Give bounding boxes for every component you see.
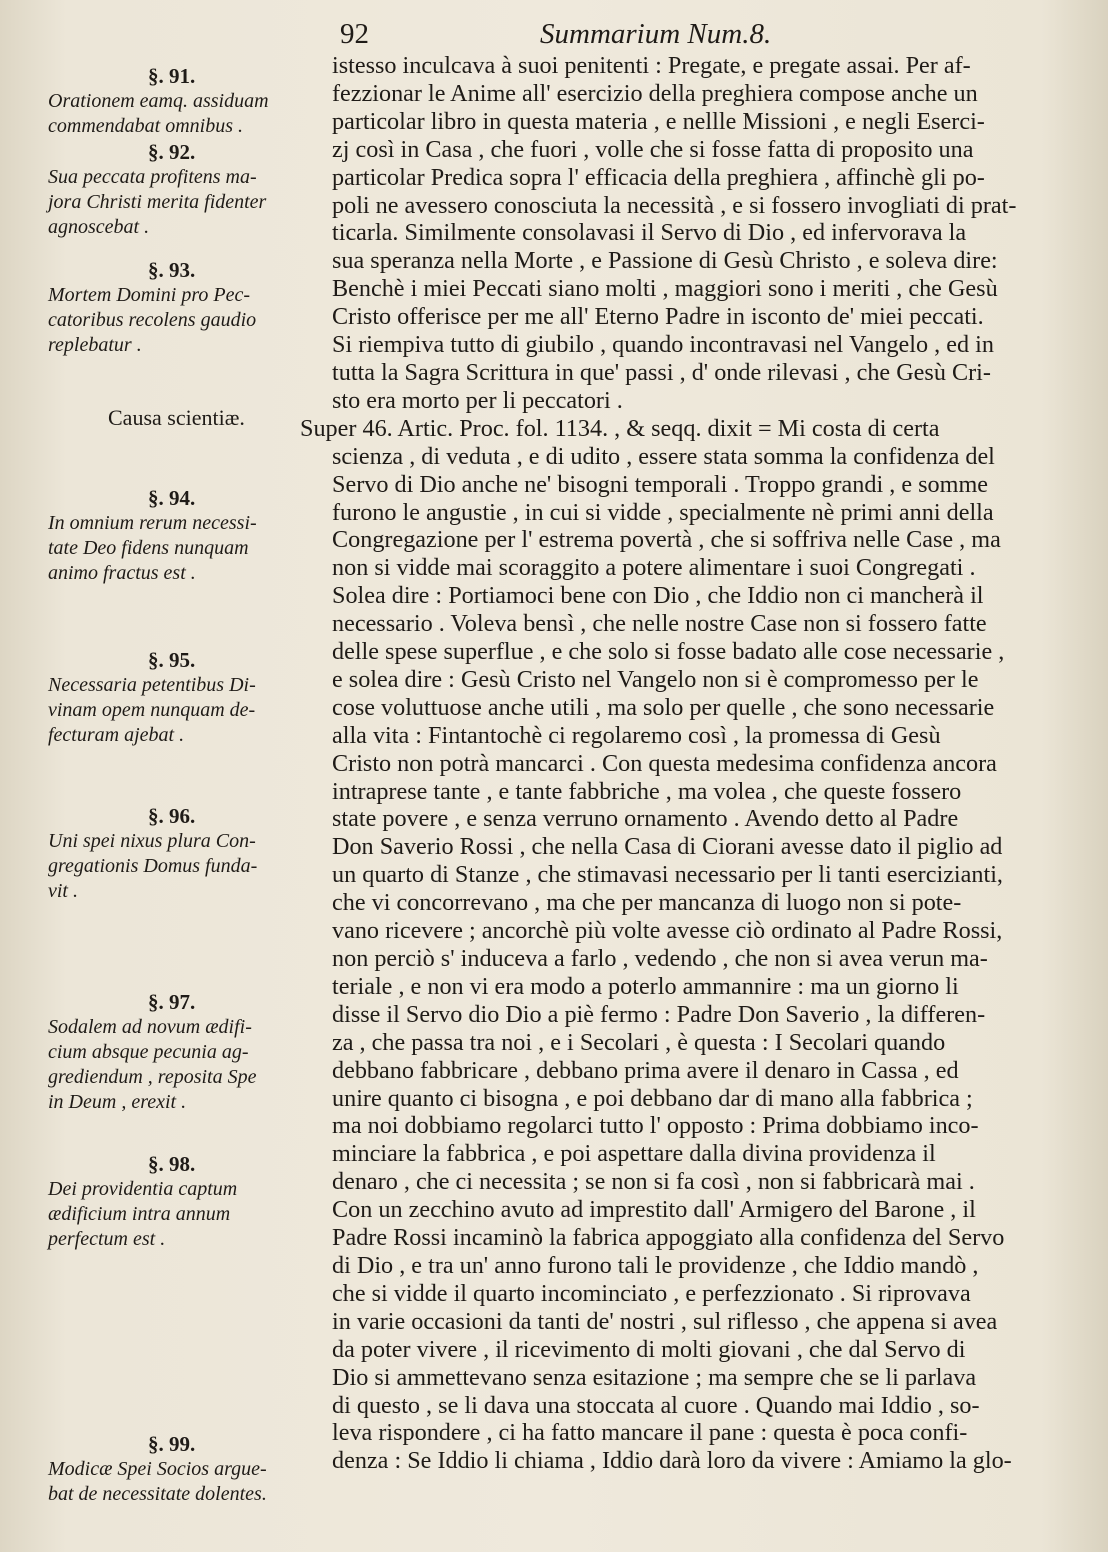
text-line: intraprese tante , e tante fabbriche , ma volea , che queste fossero: [332, 777, 962, 805]
page-header: [340, 12, 1080, 56]
gloss-line: replebatur .: [48, 334, 142, 356]
section-number: §. 94.: [148, 486, 196, 510]
text-line: e solea dire : Gesù Cristo nel Vangelo non si è compromesso per le: [332, 665, 979, 693]
section-number: §. 92.: [148, 140, 196, 164]
text-line: denza : Se Iddio li chiama , Iddio darà loro da vivere : Amiamo la glo-: [332, 1447, 1012, 1475]
gloss-line: tate Deo fidens nunquam: [48, 537, 249, 559]
text-line: denaro , che ci necessita ; se non si fa così , non si fabbricarà mai .: [332, 1168, 975, 1196]
text-line: che vi concorrevano , ma che per mancanza di luogo non si pote-: [332, 889, 962, 917]
text-line: zj così in Casa , che fuori , volle che si fosse fatta di proposito una: [332, 135, 974, 163]
text-line: furono le angustie , in cui si vidde , specialmente nè primi anni della: [332, 498, 994, 526]
gloss-line: perfectum est .: [48, 1228, 166, 1250]
text-line: istesso inculcava à suoi penitenti : Pregate, e pregate assai. Per af-: [332, 52, 971, 79]
text-line: di questo , se li dava una stoccata al cuore . Quando mai Iddio , so-: [332, 1391, 980, 1419]
text-line: necessario . Voleva bensì , che nelle nostre Case non si fossero fatte: [332, 610, 987, 638]
text-line: alla vita : Fintantochè ci regolaremo così , la promessa di Gesù: [332, 721, 941, 749]
text-line: Solea dire : Portiamoci bene con Dio , che Iddio non ci mancherà il: [332, 582, 984, 610]
text-line: vano ricevere ; ancorchè più volte avesse ciò ordinato al Padre Rossi,: [332, 917, 1003, 945]
margin-note: [48, 804, 316, 904]
text-line: debbano fabbricare , debbano prima avere il denaro in Cassa , ed: [332, 1056, 959, 1084]
text-line: tutta la Sagra Scrittura in que' passi , d' onde rilevasi , che Gesù Cri-: [332, 358, 991, 386]
text-line: Don Saverio Rossi , che nella Casa di Ciorani avesse dato il piglio ad: [332, 833, 1003, 861]
margin-note: [48, 1152, 316, 1252]
text-line: sto era morto per li peccatori .: [332, 386, 623, 414]
margin-note: [48, 990, 316, 1115]
text-line: di Dio , e tra un' anno furono tali le providenze , che Iddio mandò ,: [332, 1251, 979, 1279]
gloss-line: ædificium intra annum: [48, 1203, 231, 1225]
section-number: §. 99.: [148, 1432, 196, 1456]
text-line: particolar libro in questa materia , e nellle Missioni , e negli Eserci-: [332, 107, 985, 135]
section-number: §. 97.: [148, 990, 196, 1014]
gloss-line: vit .: [48, 880, 78, 902]
text-line: Super 46. Artic. Proc. fol. 1134. , & seqq. dixit = Mi costa di certa: [300, 414, 940, 442]
text-line: Si riempiva tutto di giubilo , quando incontravasi nel Vangelo , ed in: [332, 331, 994, 359]
gloss-line: in Deum , erexit .: [48, 1091, 187, 1113]
running-head: Summarium Num.8.: [540, 18, 772, 50]
text-line: unire quanto ci bisogna , e poi debbano dar di mano alla fabbrica ;: [332, 1084, 973, 1112]
text-line: state povere , e senza verruno ornamento . Avendo detto al Padre: [332, 805, 959, 833]
gloss-line: fecturam ajebat .: [48, 724, 185, 746]
gloss-line: bat de necessitate dolentes.: [48, 1483, 267, 1505]
gloss-line: Mortem Domini pro Pec-: [48, 284, 250, 306]
text-line: cose voluttuose anche utili , ma solo per quelle , che sono necessarie: [332, 693, 995, 721]
gloss-line: In omnium rerum necessi-: [48, 512, 257, 534]
margin-note: [48, 258, 316, 358]
gloss-line: Necessaria petentibus Di-: [48, 674, 256, 696]
text-line: Congregazione per l' estrema povertà , che si soffriva nelle Case , ma: [332, 526, 1001, 554]
text-line: che si vidde il quarto incominciato , e perfezzionato . Si riprovava: [332, 1279, 971, 1307]
gloss-line: agnoscebat .: [48, 216, 150, 238]
page-number: 92: [340, 18, 369, 50]
text-line: minciare la fabbrica , e poi aspettare dalla divina providenza il: [332, 1140, 936, 1168]
text-line: non perciò s' induceva a farlo , vedendo , che non si avea verun ma-: [332, 945, 988, 972]
margin-note: [48, 1432, 316, 1507]
text-line: un quarto di Stanze , che stimavasi necessario per li tanti esercizianti,: [332, 861, 1003, 889]
section-number: §. 96.: [148, 804, 196, 828]
text-line: scienza , di veduta , e di udito , essere stata somma la confidenza del: [332, 442, 995, 470]
gloss-line: Uni spei nixus plura Con-: [48, 830, 256, 852]
text-line: delle spese superflue , e che solo si fosse badato alle cose necessarie ,: [332, 638, 1005, 666]
text-line: da poter vivere , il ricevimento di molti giovani , che dal Servo di: [332, 1335, 966, 1363]
gloss-line: Sodalem ad novum ædifi-: [48, 1016, 252, 1038]
text-line: Benchè i miei Peccati siano molti , maggiori sono i meriti , che Gesù: [332, 275, 998, 303]
text-line: sua speranza nella Morte , e Passione di Gesù Christo , e soleva dire:: [332, 247, 998, 275]
text-line: Padre Rossi incaminò la fabrica appoggiato alla confidenza del Servo: [332, 1224, 1005, 1252]
gloss-line: cium absque pecunia ag-: [48, 1041, 249, 1063]
section-number: §. 93.: [148, 258, 196, 282]
text-line: Cristo non potrà mancarci . Con questa medesima confidenza ancora: [332, 749, 997, 777]
margin-note: [48, 64, 316, 139]
gloss-line: gregationis Domus funda-: [48, 855, 258, 877]
gloss-line: Modicæ Spei Socios argue-: [48, 1458, 267, 1480]
text-line: teriale , e non vi era modo a poterlo ammannire : ma un giorno li: [332, 972, 959, 1000]
text-line: particolar Predica sopra l' efficacia della preghiera , affinchè gli po-: [332, 163, 985, 191]
text-line: Dio si ammettevano senza esitazione ; ma sempre che se li parlava: [332, 1363, 977, 1391]
text-line: za , che passa tra noi , e i Secolari , è questa : I Secolari quando: [332, 1028, 946, 1056]
text-line: Servo di Dio anche ne' bisogni temporali . Troppo grandi , e somme: [332, 470, 988, 498]
margin-note: [48, 486, 316, 586]
gloss-line: vinam opem nunquam de-: [48, 699, 256, 721]
gloss-line: catoribus recolens gaudio: [48, 309, 257, 331]
gloss-line: grediendum , reposita Spe: [48, 1066, 257, 1088]
text-line: non si vidde mai scoraggito a potere alimentare i suoi Congregati .: [332, 554, 976, 582]
text-line: ticarla. Similmente consolavasi il Servo di Dio , ed infervorava la: [332, 219, 967, 247]
text-line: in varie occasioni da tanti de' nostri , sul riflesso , che appena si avea: [332, 1307, 998, 1335]
section-number: §. 98.: [148, 1152, 196, 1176]
text-line: fezzionar le Anime all' esercizio della preghiera compose anche un: [332, 79, 978, 107]
text-line: ma noi dobbiamo regolarci tutto l' opposto : Prima dobbiamo inco-: [332, 1112, 979, 1140]
margin-note: [48, 140, 316, 240]
gloss-line: commendabat omnibus .: [48, 115, 243, 137]
margin-note: [48, 648, 316, 748]
margin-causa-scientiae: Causa scientiæ.: [108, 405, 245, 430]
gloss-line: Orationem eamq. assiduam: [48, 90, 269, 112]
section-number: §. 91.: [148, 64, 196, 88]
text-line: disse il Servo dio Dio a piè fermo : Padre Don Saverio , la differen-: [332, 1000, 986, 1028]
section-number: §. 95.: [148, 648, 196, 672]
gloss-line: jora Christi merita fidenter: [48, 191, 267, 213]
text-line: poli ne avessero conosciuta la necessità , e si fossero invogliati di prat-: [332, 191, 1017, 219]
gloss-line: Dei providentia captum: [48, 1178, 238, 1200]
main-text-column: [300, 52, 1070, 1475]
gloss-line: Sua peccata profitens ma-: [48, 166, 257, 188]
gloss-line: animo fractus est .: [48, 562, 196, 584]
text-line: Con un zecchino avuto ad imprestito dall' Armigero del Barone , il: [332, 1196, 976, 1224]
text-line: leva rispondere , ci ha fatto mancare il pane : questa è poca confi-: [332, 1419, 968, 1447]
text-line: Cristo offerisce per me all' Eterno Padre in isconto de' miei peccati.: [332, 303, 984, 331]
